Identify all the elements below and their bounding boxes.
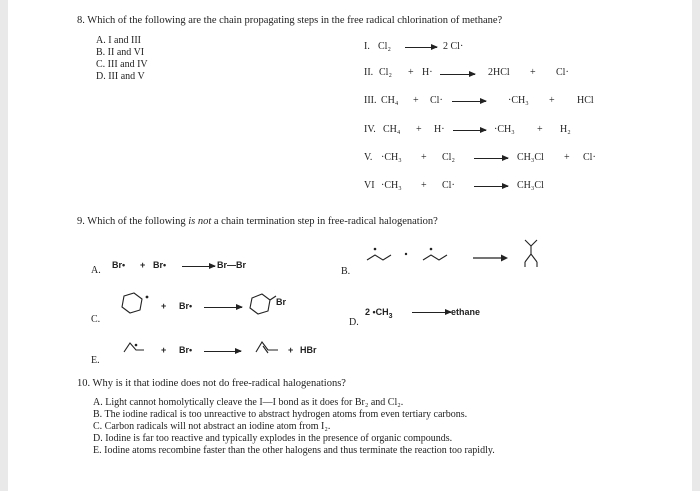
reaction-ii-p1: 2HCl [488, 67, 510, 78]
q9-option-a-label[interactable]: A. [91, 265, 101, 276]
q9-e-plus: + [161, 345, 167, 355]
reaction-vi-arrow [474, 186, 508, 187]
reaction-v-p1: CH₃Cl [517, 152, 544, 163]
q9-c-bromocyclohexane [248, 290, 278, 316]
q8-option-c[interactable]: C. III and IV [96, 59, 148, 70]
reaction-vi-p1: CH₃Cl [517, 180, 544, 191]
reaction-iv-label: IV. [364, 124, 376, 135]
reaction-iv-plus: + [416, 124, 422, 135]
q10-stem: 10. Why is it that iodine does not do free-radical halogenations? [77, 378, 346, 389]
q9-a-reactant-2: Br• [153, 260, 167, 270]
reaction-iv-arrow [453, 130, 486, 131]
reaction-ii-r2: H· [422, 67, 433, 78]
reaction-vi-label: VI [364, 180, 375, 191]
q9-option-e-label[interactable]: E. [91, 355, 100, 366]
reaction-v-plus2: + [564, 152, 570, 163]
q9-e-alkene-product [254, 334, 284, 356]
q8-option-b[interactable]: B. II and VI [96, 47, 145, 58]
q9-a-plus: + [140, 260, 146, 270]
reaction-v-label: V. [364, 152, 373, 163]
reaction-ii-p2: Cl· [556, 67, 569, 78]
q9-a-product: Br—Br [217, 260, 247, 270]
reaction-iii-plus: + [413, 95, 419, 106]
reaction-iii-r2: Cl· [430, 95, 443, 106]
q10-option-a[interactable]: A. Light cannot homolytically cleave the I—I bond as it does for Br₂ and Cl₂. [93, 397, 404, 408]
q9-e-arrow [204, 351, 241, 352]
q9-a-arrow [182, 266, 215, 267]
reaction-ii-plus2: + [530, 67, 536, 78]
reaction-v-plus: + [421, 152, 427, 163]
q9-e-reagent: Br• [179, 345, 193, 355]
reaction-iv-p2: H₂ [560, 124, 571, 135]
reaction-ii-arrow [440, 74, 475, 75]
q9-d-arrow [412, 312, 451, 313]
reaction-iii-r1: CH₄ [381, 95, 399, 106]
reaction-vi-plus: + [421, 180, 427, 191]
q9-c-reagent: Br• [179, 301, 193, 311]
q9-c-plus: + [161, 301, 167, 311]
reaction-iv-p1: ·CH₃ [494, 124, 515, 135]
reaction-v-r1: ·CH₃ [381, 152, 402, 163]
q9-option-d-label[interactable]: D. [349, 317, 359, 328]
reaction-iii-p2: HCl [577, 95, 594, 106]
q8-option-d[interactable]: D. III and V [96, 71, 145, 82]
q9-c-arrow [204, 307, 242, 308]
reaction-i-label: I. [364, 41, 370, 52]
reaction-iii-label: III. [364, 95, 377, 106]
reaction-iv-r2: H· [434, 124, 445, 135]
reaction-iii-p1: ·CH₃ [508, 95, 529, 106]
q9-e-byproduct: HBr [300, 345, 317, 355]
reaction-iii-plus2: + [549, 95, 555, 106]
reaction-i-arrow [405, 47, 437, 48]
q9-b-scheme [363, 232, 563, 272]
q9-e-plus-2: + [288, 345, 294, 355]
reaction-iv-plus2: + [537, 124, 543, 135]
q9-c-product-substituent: Br [276, 297, 287, 307]
reaction-v-r2: Cl₂ [442, 152, 455, 163]
q10-option-e[interactable]: E. Iodine atoms recombine faster than the other halogens and thus terminate the reaction too rapidly. [93, 445, 495, 456]
reaction-v-arrow [474, 158, 508, 159]
q9-c-cyclohexyl-radical [118, 290, 154, 316]
q9-e-radical [122, 336, 150, 356]
q9-a-reactant-1: Br• [112, 260, 126, 270]
q9-option-c-label[interactable]: C. [91, 314, 101, 325]
reaction-vi-r1: ·CH₃ [381, 180, 402, 191]
reaction-iii-arrow [452, 101, 486, 102]
worksheet-page [8, 0, 692, 491]
reaction-ii-label: II. [364, 67, 374, 78]
q10-option-c[interactable]: C. Carbon radicals will not abstract an iodine atom from I₂. [93, 421, 331, 432]
reaction-v-p2: Cl· [583, 152, 596, 163]
reaction-ii-plus: + [408, 67, 414, 78]
q8-option-a[interactable]: A. I and III [96, 35, 141, 46]
q9-d-product: ethane [451, 307, 481, 317]
q8-stem: 8. Which of the following are the chain propagating steps in the free radical chlorination of methane? [77, 15, 503, 26]
reaction-iv-r1: CH₄ [383, 124, 401, 135]
reaction-i-reactant: Cl₂ [378, 41, 391, 52]
q9-stem: 9. Which of the following is not a chain termination step in free-radical halogenation? [77, 216, 438, 227]
q9-option-b-label[interactable]: B. [341, 266, 351, 277]
reaction-i-product: 2 Cl· [443, 41, 464, 52]
reaction-ii-r1: Cl₂ [379, 67, 392, 78]
q10-option-d[interactable]: D. Iodine is far too reactive and typically explodes in the presence of organic compounds. [93, 433, 453, 444]
q9-d-reactant: 2 $•CH_3$ [365, 307, 393, 320]
q10-option-b[interactable]: B. The iodine radical is too unreactive to abstract hydrogen atoms from even tertiary carbons. [93, 409, 468, 420]
reaction-vi-r2: Cl· [442, 180, 455, 191]
